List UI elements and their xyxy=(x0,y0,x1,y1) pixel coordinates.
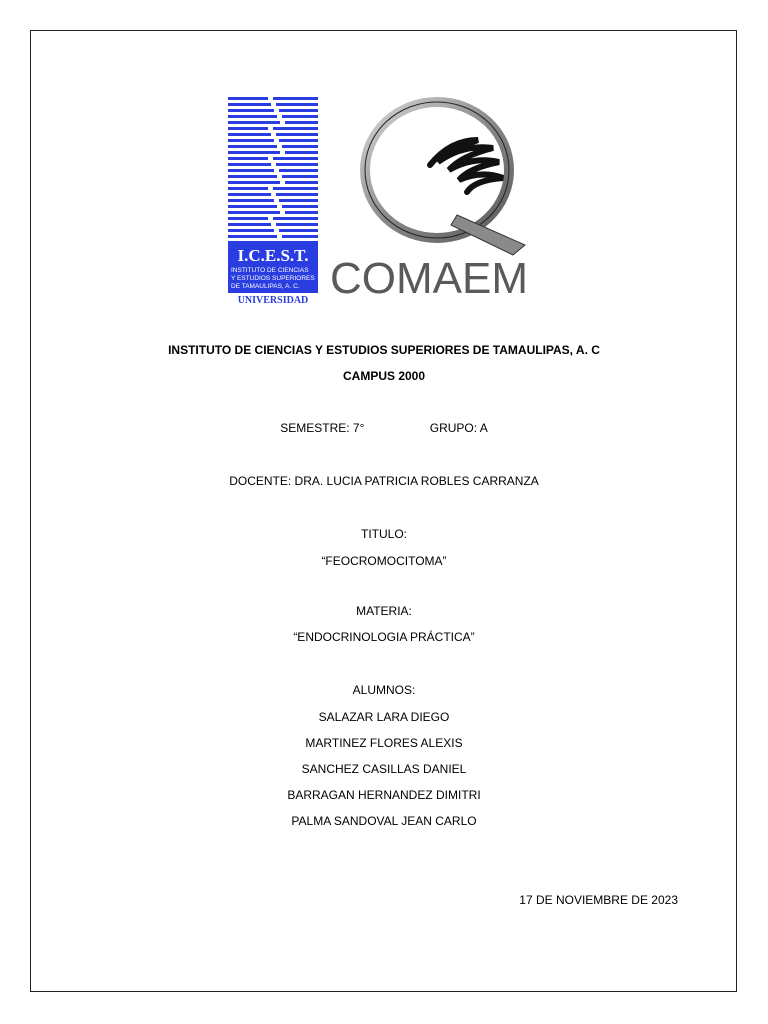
icest-logo xyxy=(228,97,318,306)
student-name: SALAZAR LARA DIEGO xyxy=(318,710,450,724)
icest-stripe xyxy=(282,235,318,238)
icest-stripe xyxy=(228,229,274,232)
icest-stripe xyxy=(282,175,318,178)
icest-stripe xyxy=(282,115,318,118)
icest-stripe xyxy=(228,103,271,106)
icest-stripe xyxy=(228,205,277,208)
icest-stripe xyxy=(282,145,318,148)
icest-stripe xyxy=(273,97,318,100)
icest-line1: INSTITUTO DE CIENCIAS xyxy=(231,267,309,274)
icest-stripe xyxy=(279,109,318,112)
icest-stripe xyxy=(276,193,318,196)
comaem-text: COMAEM xyxy=(330,254,528,303)
icest-stripe xyxy=(228,133,271,136)
icest-stripe xyxy=(276,133,318,136)
student-name: MARTINEZ FLORES ALEXIS xyxy=(305,736,463,750)
icest-stripe xyxy=(228,169,274,172)
icest-stripe xyxy=(285,121,318,124)
icest-stripe xyxy=(228,223,271,226)
group-text: GRUPO: A xyxy=(429,421,488,435)
icest-stripe xyxy=(228,199,274,202)
icest-stripe xyxy=(228,235,277,238)
icest-stripe xyxy=(273,217,318,220)
icest-stripe xyxy=(228,187,268,190)
student-name: BARRAGAN HERNANDEZ DIMITRI xyxy=(287,788,481,802)
icest-stripe xyxy=(228,193,271,196)
icest-stripe xyxy=(285,181,318,184)
icest-stripe xyxy=(228,115,277,118)
icest-university: UNIVERSIDAD xyxy=(237,295,309,306)
title-value: “FEOCROMOCITOMA” xyxy=(321,554,447,568)
teacher-text: DOCENTE: DRA. LUCIA PATRICIA ROBLES CARRANZA xyxy=(229,474,539,488)
student-name: SANCHEZ CASILLAS DANIEL xyxy=(301,762,467,776)
institution-name: INSTITUTO DE CIENCIAS Y ESTUDIOS SUPERIORES DE TAMAULIPAS, A. C xyxy=(168,343,600,357)
student-name: PALMA SANDOVAL JEAN CARLO xyxy=(291,814,477,828)
students-label: ALUMNOS: xyxy=(352,683,416,697)
icest-stripe xyxy=(279,229,318,232)
icest-stripe xyxy=(279,139,318,142)
icest-stripe xyxy=(228,97,268,100)
icest-stripe xyxy=(273,157,318,160)
icest-stripe xyxy=(279,169,318,172)
icest-stripe xyxy=(228,145,277,148)
swirl-icon xyxy=(430,140,503,192)
icest-stripe xyxy=(228,175,277,178)
icest-line2: Y ESTUDIOS SUPERIORES xyxy=(231,275,315,282)
document-date: 17 DE NOVIEMBRE DE 2023 xyxy=(519,893,678,907)
icest-stripe xyxy=(279,199,318,202)
campus-name: CAMPUS 2000 xyxy=(342,369,426,383)
icest-stripe xyxy=(228,163,271,166)
icest-stripe xyxy=(273,127,318,130)
subject-value: “ENDOCRINOLOGIA PRÁCTICA” xyxy=(293,630,475,644)
icest-stripe xyxy=(228,139,274,142)
semester-group-row xyxy=(0,421,768,435)
icest-stripe xyxy=(228,151,280,154)
icest-stripe xyxy=(228,121,280,124)
icest-line3: DE TAMAULIPAS, A. C. xyxy=(231,283,300,290)
icest-stripe xyxy=(276,163,318,166)
icest-stripe xyxy=(228,181,280,184)
icest-stripe xyxy=(276,223,318,226)
title-label: TITULO: xyxy=(360,527,407,541)
icest-stripe xyxy=(228,217,268,220)
icest-stripe xyxy=(273,187,318,190)
comaem-logo xyxy=(330,102,528,303)
icest-stripe xyxy=(228,127,268,130)
logos-area xyxy=(225,95,545,310)
icest-name-text: I.C.E.S.T. xyxy=(237,246,309,265)
icest-stripe xyxy=(228,211,280,214)
icest-stripe xyxy=(276,103,318,106)
semester-text: SEMESTRE: 7° xyxy=(280,421,365,435)
icest-stripe xyxy=(282,205,318,208)
icest-stripe xyxy=(285,151,318,154)
subject-label: MATERIA: xyxy=(356,604,412,618)
logos-svg xyxy=(225,95,545,310)
icest-stripe xyxy=(228,109,274,112)
icest-stripe xyxy=(285,211,318,214)
icest-stripe xyxy=(228,157,268,160)
